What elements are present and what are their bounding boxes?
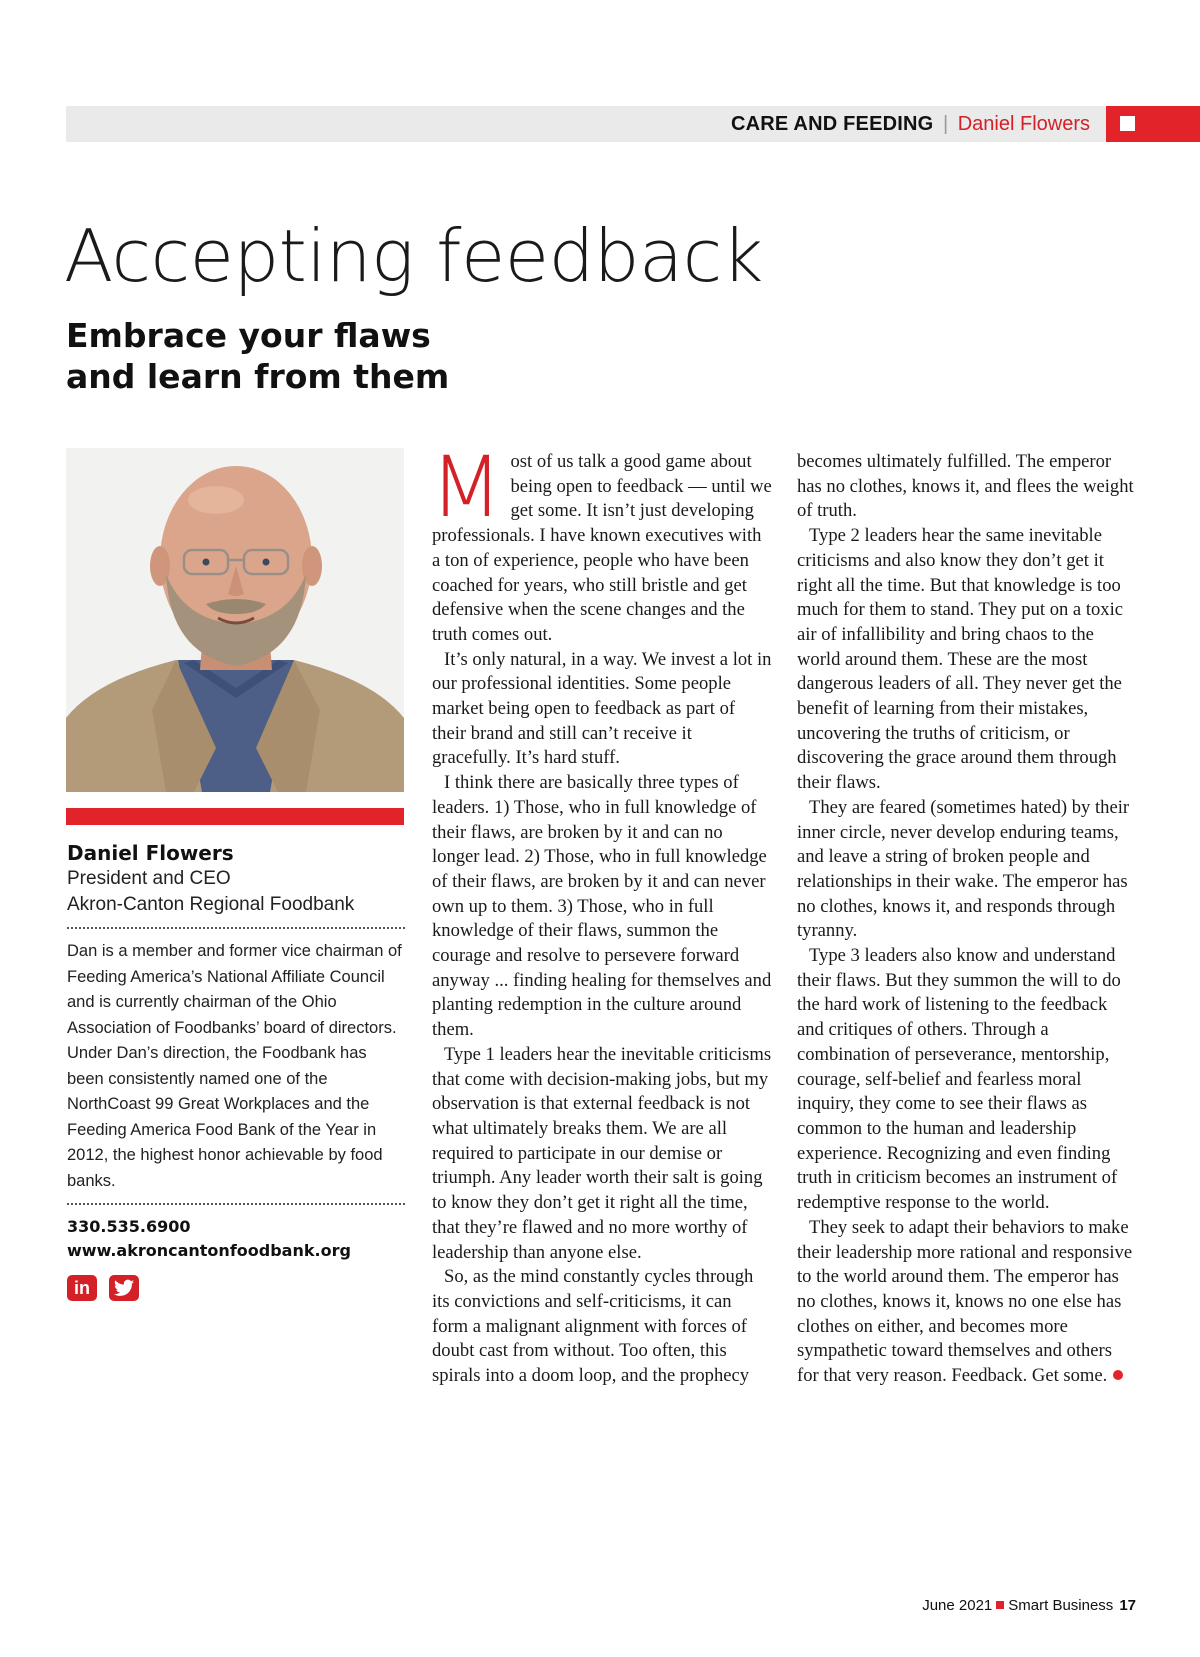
footer-date: June 2021 xyxy=(922,1597,993,1614)
bio-description: Dan is a member and former vice chairman of Feeding America’s National Affiliate Council and is currently chairman of the Ohio Association of Foodbanks’ board of directors. Under Dan’s direction, the Foodbank has been consistently named one of the NorthCoast 99 Great Workplaces and the Feeding America Food Bank of the Year in 2012, the highest honor achievable by food banks. xyxy=(67,942,402,1190)
header-separator: | xyxy=(942,113,949,135)
social-links xyxy=(67,1275,405,1301)
paragraph: Type 2 leaders hear the same inevitable criticisms and also know they don’t get it right all the time. But that knowledge is too much for them to stand. They put on a toxic air of infallibility and bring chaos to the world around them. These are the most dangerous leaders of all. They never get the benefit of learning from their mistakes, uncovering the truths of criticism, or discovering the grace around them through their flaws. xyxy=(797,525,1124,794)
bio-phone: 330.535.6900 xyxy=(67,1217,191,1236)
author-photo xyxy=(66,448,404,792)
page-footer xyxy=(922,1597,1136,1614)
paragraph: Most of us talk a good game about being open to feedback — until we get some. It isn’t just developing professionals. I have known executives with a ton of experience, people who have been coached for years, who still bristle and get defensive when the scene changes and the truth comes out. xyxy=(430,438,772,645)
paragraph: They are feared (sometimes hated) by their inner circle, never develop enduring teams, and leave a string of broken people and relationships in their wake. The emperor has no clothes, knows it, and responds through tyranny. xyxy=(797,796,1130,942)
divider xyxy=(67,1203,405,1205)
paragraph: It’s only natural, in a way. We invest a lot in our professional identities. Some people market being open to feedback as part of their brand and still can’t receive it gracefully. It’s hard stuff. xyxy=(432,648,772,769)
article-column-1 xyxy=(430,438,772,1389)
paragraph: Type 3 leaders also know and understand their flaws. But they summon the will to do the hard work of listening to the feedback and critiques of others. Through a combination of perseverance, mentorship, courage, self-belief and fearless moral inquiry, they come to see their flaws as common to the human and leadership experience. Recognizing and even finding truth in criticism becomes an instrument of redemptive response to the world. xyxy=(797,945,1121,1214)
article-column-2 xyxy=(797,450,1137,1389)
paragraph: So, as the mind constantly cycles through its convictions and self-criticisms, it can form a malignant alignment with forces of doubt cast from without. Too often, this spirals into a doom loop, and the prophecy xyxy=(432,1266,754,1387)
header-text xyxy=(731,106,1090,142)
paragraph: They seek to adapt their behaviors to make their leadership more rational and responsive to the world around them. The emperor has no clothes, knows it, knows no one else has clothes on either, and becomes more sympathetic toward themselves and others for that very reason. Feedback. Get some. xyxy=(797,1216,1133,1387)
divider xyxy=(67,927,405,929)
bio-red-rule xyxy=(66,808,404,825)
twitter-icon[interactable] xyxy=(109,1275,139,1301)
square-icon xyxy=(1120,116,1135,131)
paragraph: becomes ultimately fulfilled. The emperor has no clothes, knows it, and flees the weight of truth. xyxy=(797,451,1134,522)
footer-publication: Smart Business xyxy=(1008,1597,1114,1614)
author-portrait-icon xyxy=(66,448,404,792)
author-bio xyxy=(67,840,405,1301)
section-label: CARE AND FEEDING xyxy=(730,113,934,135)
square-icon xyxy=(996,1601,1004,1609)
bio-website[interactable]: www.akroncantonfoodbank.org xyxy=(67,1241,351,1260)
linkedin-icon[interactable]: in xyxy=(67,1275,97,1301)
article-subtitle: Embrace your flaws and learn from them xyxy=(66,316,450,396)
twitter-bird-icon xyxy=(114,1279,134,1297)
end-mark-icon xyxy=(1113,1370,1123,1380)
paragraph: I think there are basically three types of leaders. 1) Those, who in full knowledge of their flaws, are broken by it and can no longer lead. 2) Those, who in full knowledge of their flaws, are broken by it and can never own up to them. 3) Those, who in full knowledge of their flaws, summon the courage and resolve to persevere forward anyway ... finding healing for themselves and planting redemption in the culture around them. xyxy=(432,772,772,1041)
bio-role: President and CEO xyxy=(67,868,231,889)
header-bar xyxy=(66,106,1200,142)
paragraph: Type 1 leaders hear the inevitable criticisms that come with decision-making jobs, but my observation is that external feedback is not what ultimately breaks them. We are all required to participate in our demise or triumph. Any leader worth their salt is going to know they don’t get it right all the time, that they’re flawed and no more worthy of leadership than anyone else. xyxy=(432,1043,772,1263)
header-accent-block xyxy=(1106,106,1200,142)
drop-cap: M xyxy=(430,438,503,536)
bio-org: Akron-Canton Regional Foodbank xyxy=(67,894,355,915)
bio-name: Daniel Flowers xyxy=(67,841,234,865)
header-author: Daniel Flowers xyxy=(957,113,1090,135)
article-title: Accepting feedback xyxy=(64,214,763,298)
page-number: 17 xyxy=(1119,1597,1136,1614)
